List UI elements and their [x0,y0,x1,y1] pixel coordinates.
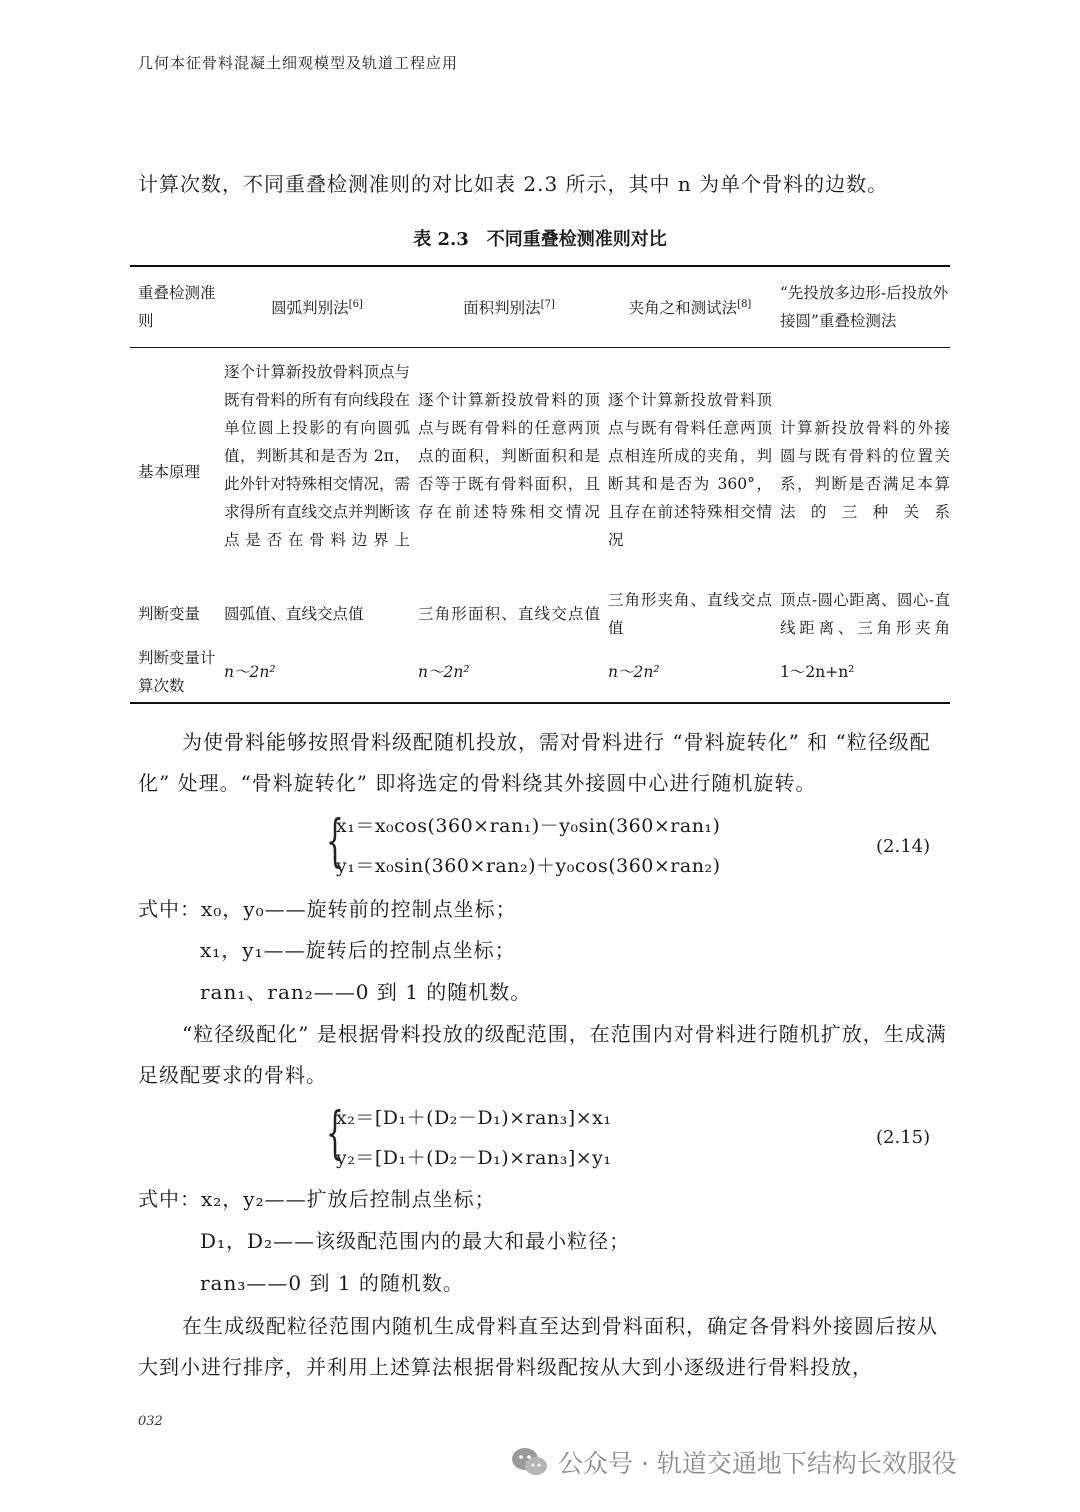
header-arc-method [218,291,410,322]
header-area-label: 面积判别法 [463,299,541,318]
header-criterion: 重叠检测准则 [138,284,216,330]
cell-principle-proposed: 计算新投放骨料的外接圆与既有骨料的位置关系，判断是否满足本算法的三种关系 [780,419,950,521]
equation-number-2-15: (2.15) [876,1127,931,1148]
cell-count-area: n～2n² [418,663,470,681]
definition-line: D₁，D₂——该级配范围内的最大和最小粒径； [200,1229,631,1253]
table-row [130,642,950,702]
cell-variable-angle: 三角形夹角、直线交点值 [608,591,772,637]
cell-principle-angle: 逐个计算新投放骨料顶点与既有骨料任意两顶点相连所成的夹角，判断其和是否为 360°，且存在前述特殊相交情况 [608,391,772,549]
intro-paragraph: 计算次数，不同重叠检测准则的对比如表 2.3 所示，其中 n 为单个骨料的边数。 [138,172,889,196]
definition-line: 式中：x₂，y₂——扩放后控制点坐标； [138,1187,496,1211]
header-proposed-method: “先投放多边形-后投放外接圆”重叠检测法 [780,284,949,330]
definition-line: ran₁、ran₂——0 到 1 的随机数。 [200,980,532,1004]
ref-6: [6] [348,299,363,311]
page-number: 032 [138,1414,163,1429]
ref-8: [8] [737,299,752,311]
grading-paragraph: “粒径级配化” 是根据骨料投放的级配范围，在范围内对骨料进行随机扩放，生成满足级配要求的骨料。 [138,1022,947,1087]
cell-variable-proposed: 顶点-圆心距离、圆心-直线距离、三角形夹角 [780,591,950,637]
equation-2-14-line-1: x₁＝x₀cos(360×ran₁)－y₀sin(360×ran₁) [336,815,721,837]
row-label-principle: 基本原理 [138,463,201,481]
watermark-text: 公众号 · 轨道交通地下结构长效服役 [558,1449,957,1478]
cell-count-proposed: 1～2n+n² [780,663,855,681]
table-row [130,586,950,642]
header-area-method [410,291,600,322]
header-angle-label: 夹角之和测试法 [628,299,738,318]
wechat-icon [510,1444,550,1480]
definition-line: x₁，y₁——旋转后的控制点坐标； [200,938,516,962]
cell-variable-arc: 圆弧值、直线交点值 [224,605,364,623]
equation-2-15-line-1: x₂＝[D₁＋(D₂－D₁)×ran₃]×x₁ [336,1107,612,1129]
table-row [130,348,950,586]
equation-brace: { [326,809,344,874]
table-header-row [130,267,950,348]
cell-count-angle: n～2n² [608,663,660,681]
cell-count-arc: n～2n² [224,663,276,681]
header-arc-label: 圆弧判别法 [271,299,349,318]
cell-principle-arc: 逐个计算新投放骨料顶点与既有骨料的所有有向线段在单位圆上投影的有向圆弧值，判断其和是否为 2π，此外针对特殊相交情况，需求得所有直线交点并判断该点是否在骨料边界上 [224,363,411,549]
equation-2-15-line-2: y₂＝[D₁＋(D₂－D₁)×ran₃]×y₁ [336,1147,612,1169]
table-caption: 表 2.3 不同重叠检测准则对比 [413,229,667,250]
row-label-variable: 判断变量 [138,605,201,623]
row-label-count: 判断变量计算次数 [138,649,216,695]
equation-2-14-line-2: y₁＝x₀sin(360×ran₂)＋y₀cos(360×ran₂) [336,855,721,877]
cell-principle-area: 逐个计算新投放骨料的顶点与既有骨料的任意两顶点的面积，判断面积和是否等于既有骨料面积，且存在前述特殊相交情况 [418,391,600,521]
final-paragraph: 在生成级配粒径范围内随机生成骨料直至达到骨料面积，确定各骨料外接圆后按从大到小进行排序，并利用上述算法根据骨料级配按从大到小逐级进行骨料投放， [138,1314,938,1379]
comparison-table [130,265,950,704]
running-head: 几何本征骨料混凝土细观模型及轨道工程应用 [138,54,459,72]
equation-brace: { [326,1101,344,1166]
watermark [510,1440,1060,1484]
ref-7: [7] [540,299,555,311]
definition-line: 式中：x₀，y₀——旋转前的控制点坐标； [138,897,517,921]
definition-line: ran₃——0 到 1 的随机数。 [200,1271,464,1295]
rotation-paragraph: 为使骨料能够按照骨料级配随机投放，需对骨料进行 “骨料旋转化” 和 “粒径级配化” 处理。“骨料旋转化” 即将选定的骨料绕其外接圆中心进行随机旋转。 [138,730,931,795]
header-angle-method [600,291,772,322]
cell-variable-area: 三角形面积、直线交点值 [418,605,600,623]
equation-number-2-14: (2.14) [876,836,931,857]
